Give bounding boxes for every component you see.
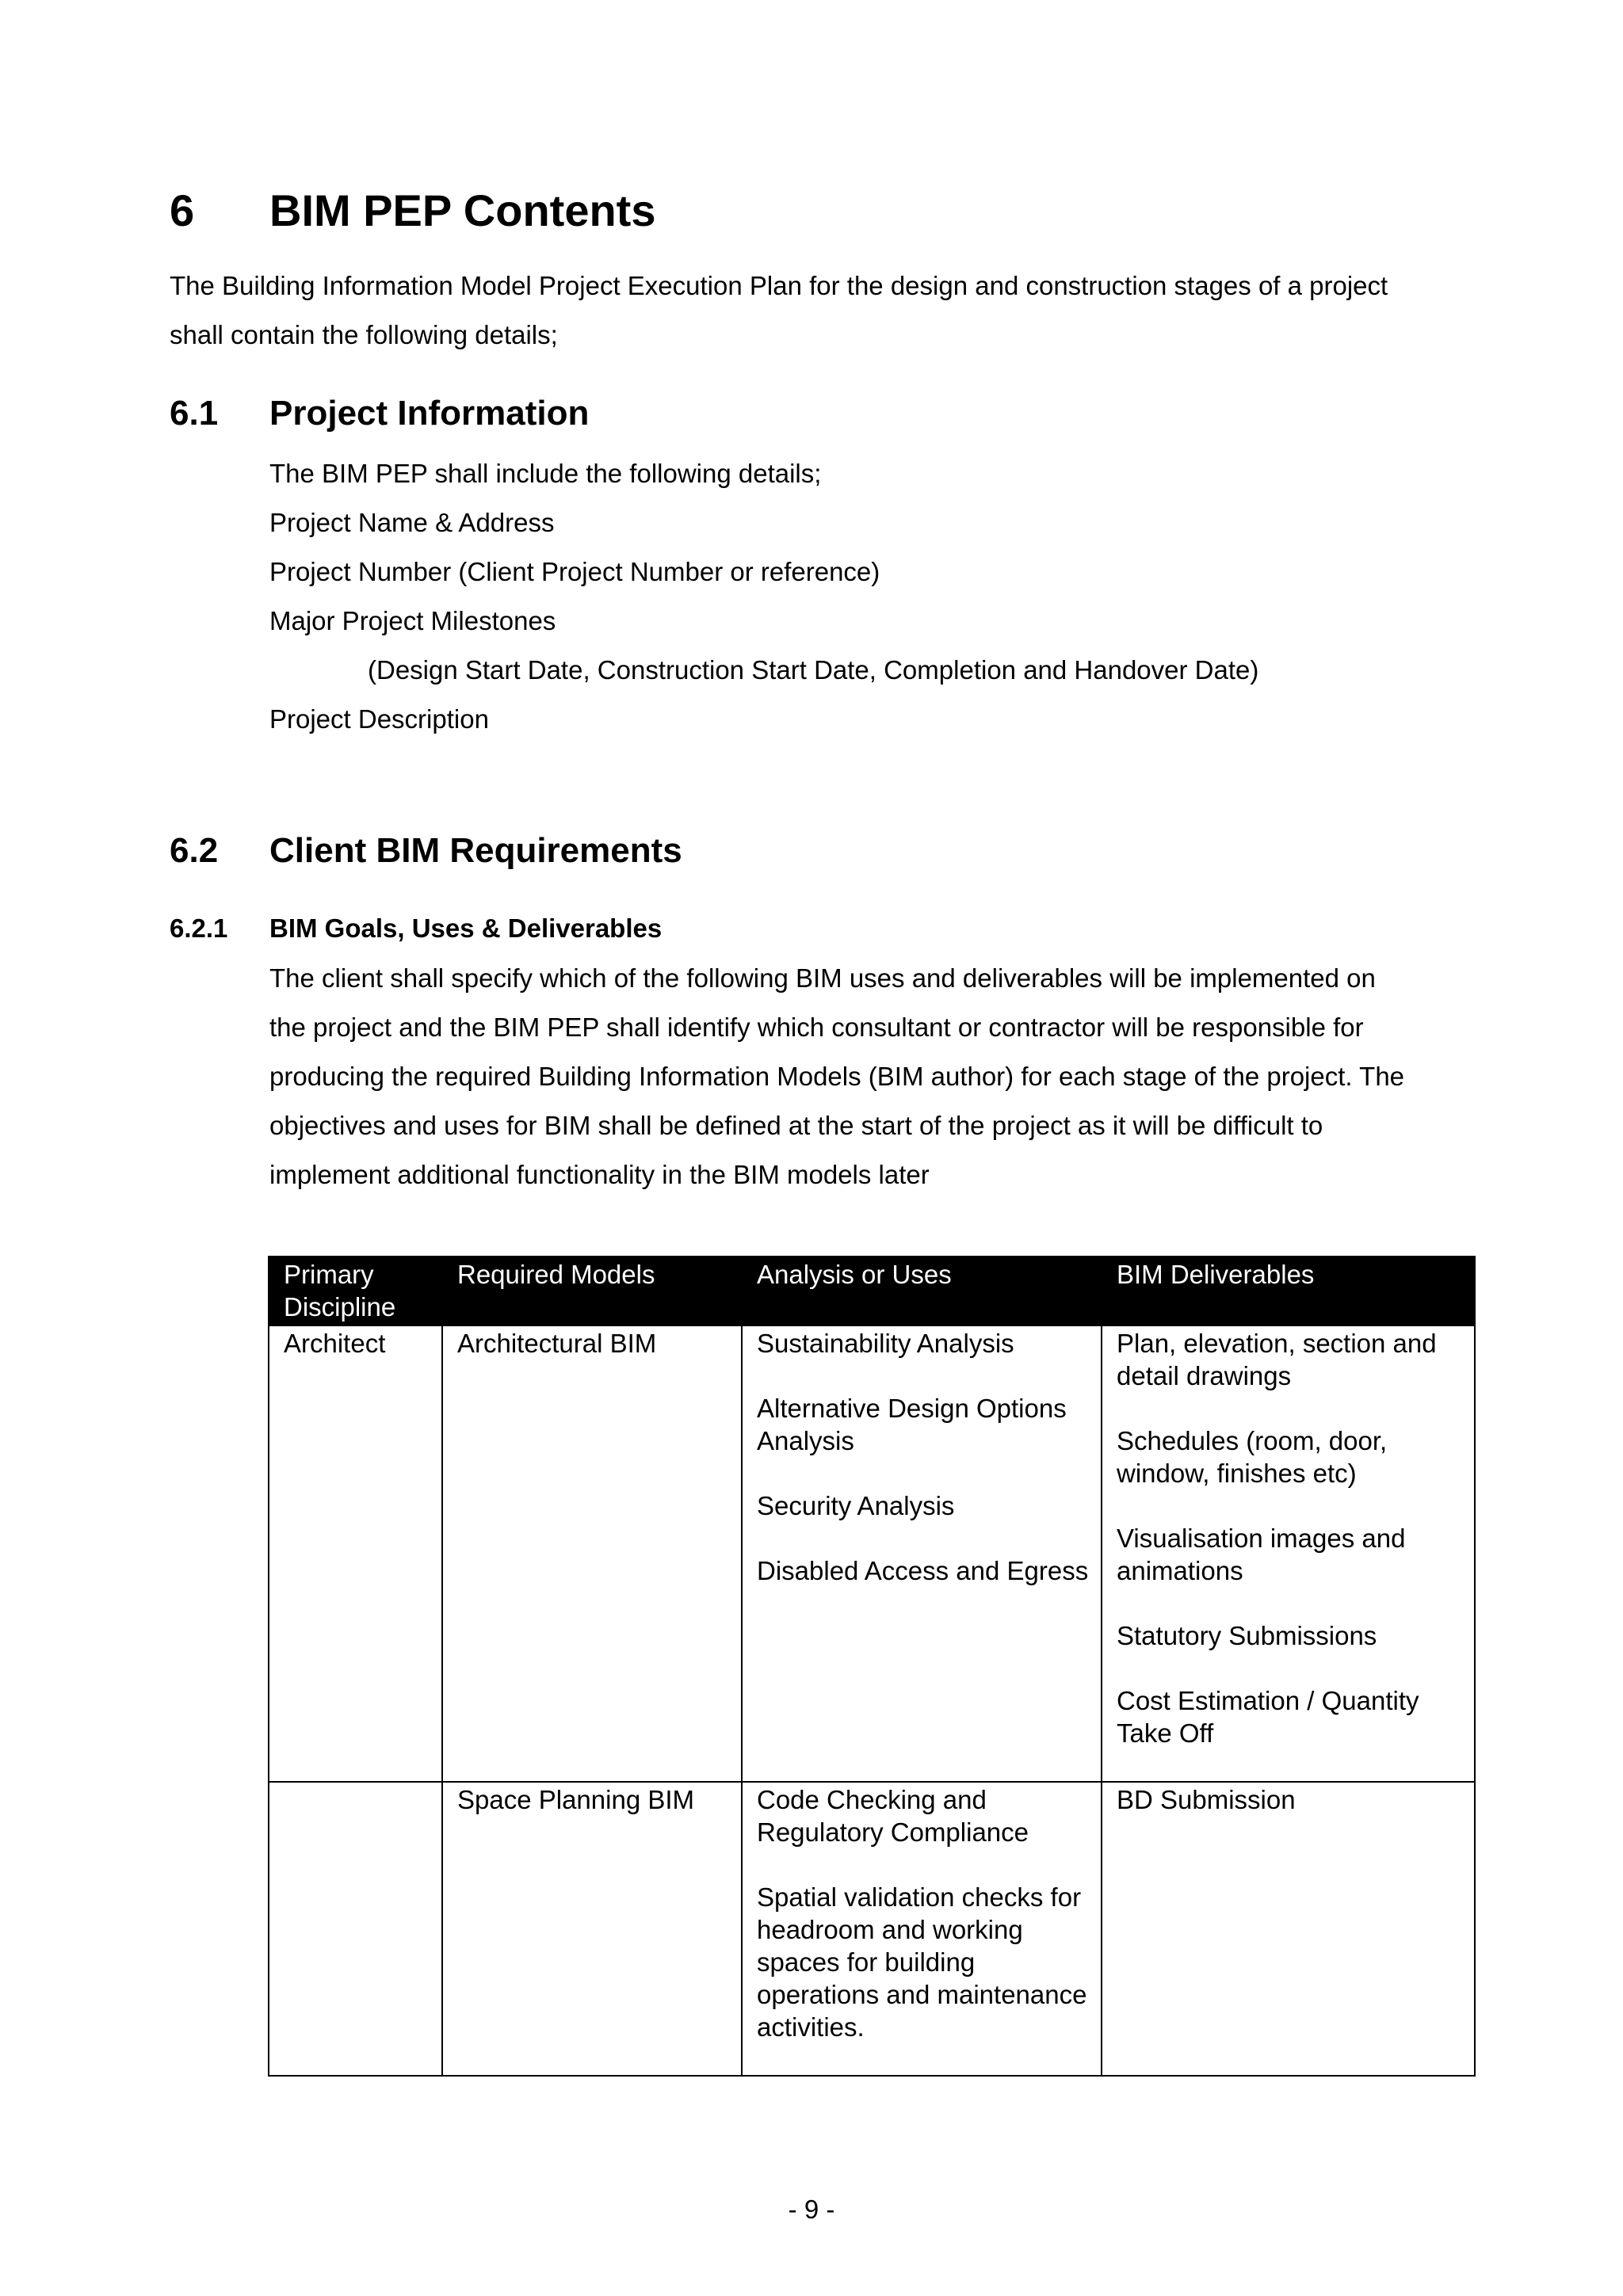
column-header: Primary Discipline (269, 1257, 442, 1325)
list-item: Project Name & Address (269, 508, 555, 537)
intro-paragraph (170, 261, 1388, 360)
deliverable-item: Statutory Submissions (1117, 1621, 1377, 1650)
subsubsection-title: BIM Goals, Uses & Deliverables (269, 913, 663, 943)
uses-cell (742, 1782, 1102, 2076)
list-item: (Design Start Date, Construction Start Date, Completion and Handover Date) (368, 655, 1259, 685)
column-header: Required Models (442, 1257, 742, 1325)
use-item: Sustainability Analysis (757, 1329, 1014, 1358)
list-item: Project Number (Client Project Number or reference) (269, 557, 880, 586)
intro-line: The Building Information Model Project Execution Plan for the design and construction stages of a project (170, 271, 1388, 300)
use-item: Spatial validation checks for headroom and working spaces for building operations and maintenance activities. (757, 1882, 1087, 2042)
subsection-title: Client BIM Requirements (269, 831, 682, 870)
use-item: Disabled Access and Egress (757, 1556, 1089, 1585)
model-cell: Space Planning BIM (442, 1782, 742, 2076)
table-row (269, 1782, 1475, 2076)
deliverable-item: Visualisation images and animations (1117, 1524, 1406, 1585)
deliverables-cell (1102, 1782, 1475, 2076)
subsection-number: 6.2 (170, 831, 219, 870)
project-info-list (269, 449, 1258, 744)
section-title: BIM PEP Contents (269, 185, 656, 235)
column-header: BIM Deliverables (1102, 1257, 1475, 1325)
section-heading (170, 184, 655, 237)
deliverable-item: Cost Estimation / Quantity Take Off (1117, 1686, 1419, 1748)
subsection-number: 6.1 (170, 394, 219, 433)
use-item: Security Analysis (757, 1491, 955, 1520)
deliverable-item: Schedules (room, door, window, finishes etc) (1117, 1426, 1388, 1488)
paragraph-line: The client shall specify which of the following BIM uses and deliverables will be implemented on (269, 963, 1376, 993)
model-cell: Architectural BIM (442, 1325, 742, 1782)
page-number: - 9 - (788, 2195, 835, 2224)
subsection-heading-client-req (170, 830, 682, 872)
paragraph-line: objectives and uses for BIM shall be defined at the start of the project as it will be difficult to (269, 1111, 1323, 1140)
column-header: Analysis or Uses (742, 1257, 1102, 1325)
section-number: 6 (170, 185, 195, 235)
list-item: Major Project Milestones (269, 606, 556, 635)
bim-uses-table (268, 1256, 1476, 2077)
list-item: The BIM PEP shall include the following details; (269, 459, 822, 488)
use-item: Alternative Design Options Analysis (757, 1394, 1067, 1455)
paragraph-line: the project and the BIM PEP shall identify which consultant or contractor will be responsible for (269, 1013, 1364, 1042)
paragraph-line: producing the required Building Information Models (BIM author) for each stage of the project. The (269, 1062, 1405, 1091)
use-item: Code Checking and Regulatory Compliance (757, 1785, 1029, 1847)
list-item: Project Description (269, 704, 489, 734)
deliverable-item: Plan, elevation, section and detail drawings (1117, 1329, 1437, 1390)
goals-paragraph (269, 954, 1404, 1199)
subsection-heading-project-info (170, 393, 589, 435)
intro-line: shall contain the following details; (170, 320, 558, 349)
subsubsection-number: 6.2.1 (170, 913, 228, 943)
table-header-row (269, 1257, 1475, 1325)
uses-cell (742, 1325, 1102, 1782)
table-row (269, 1325, 1475, 1782)
discipline-cell (269, 1782, 442, 2076)
paragraph-line: implement additional functionality in the BIM models later (269, 1160, 930, 1189)
subsubsection-heading-goals (170, 913, 662, 944)
deliverables-cell (1102, 1325, 1475, 1782)
subsection-title: Project Information (269, 394, 590, 433)
deliverable-item: BD Submission (1117, 1785, 1296, 1814)
discipline-cell: Architect (269, 1325, 442, 1782)
